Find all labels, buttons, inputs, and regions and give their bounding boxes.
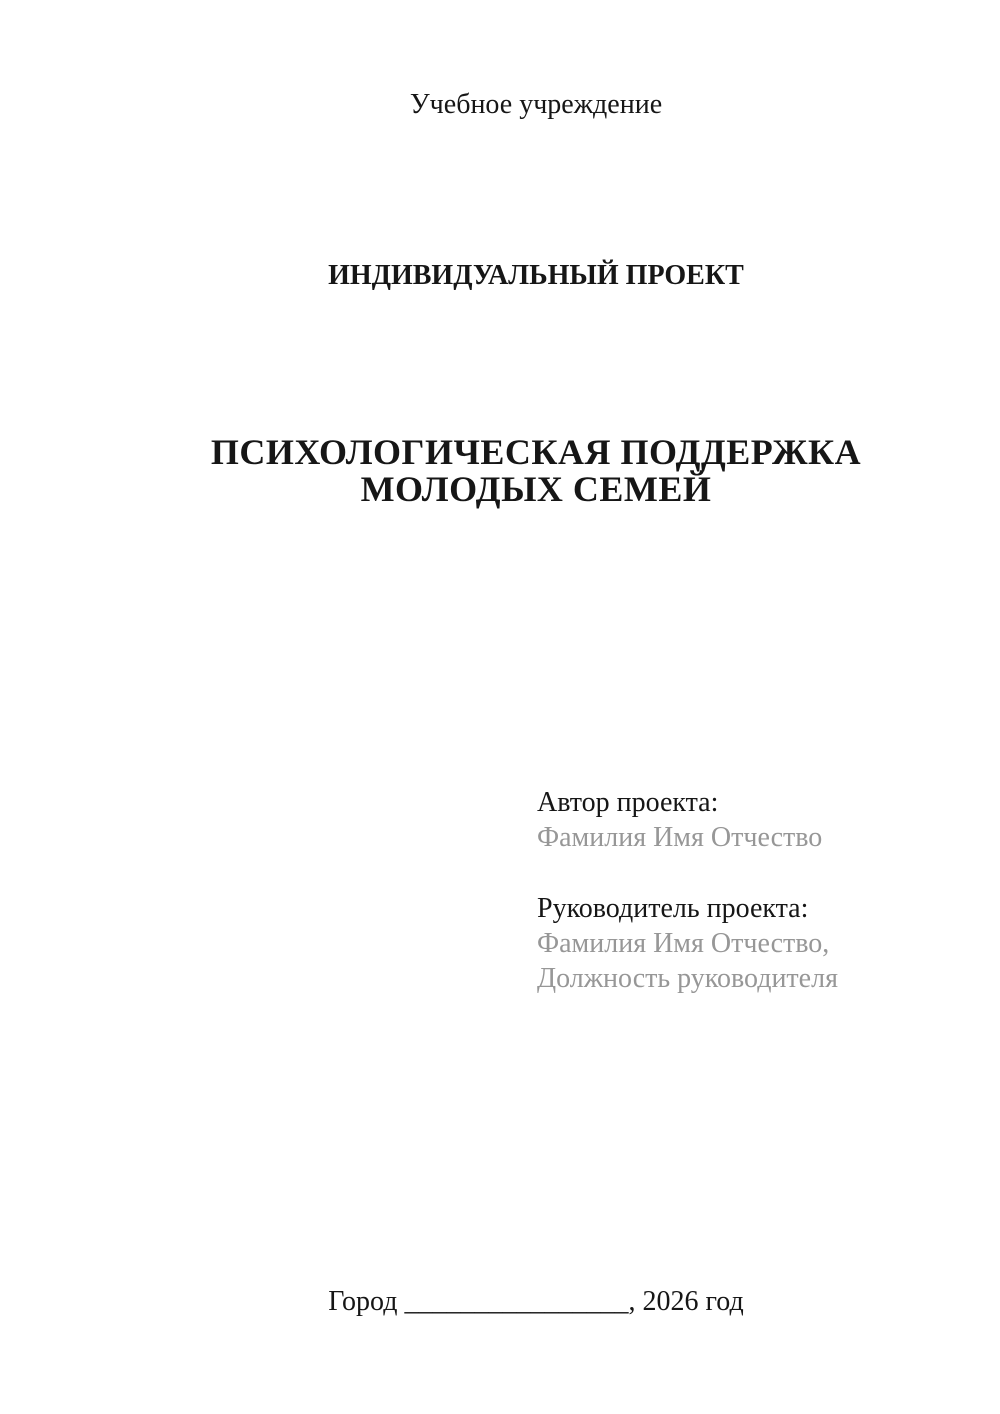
project-title-line-2: МОЛОДЫХ СЕМЕЙ bbox=[360, 469, 712, 509]
project-title bbox=[143, 434, 929, 508]
supervisor-block bbox=[537, 891, 838, 996]
supervisor-name-placeholder: Фамилия Имя Отчество, bbox=[537, 928, 830, 959]
author-block bbox=[537, 785, 822, 855]
author-name-placeholder: Фамилия Имя Отчество bbox=[537, 822, 823, 853]
author-label: Автор проекта: bbox=[537, 787, 719, 818]
institution-name: Учебное учреждение bbox=[409, 89, 663, 120]
city-year-line: Город ________________, 2026 год bbox=[328, 1286, 744, 1317]
supervisor-position-placeholder: Должность руководителя bbox=[537, 963, 838, 994]
project-title-line-1: ПСИХОЛОГИЧЕСКАЯ ПОДДЕРЖКА bbox=[210, 432, 862, 472]
document-type-heading: ИНДИВИДУАЛЬНЫЙ ПРОЕКТ bbox=[328, 260, 744, 291]
supervisor-label: Руководитель проекта: bbox=[537, 893, 809, 924]
